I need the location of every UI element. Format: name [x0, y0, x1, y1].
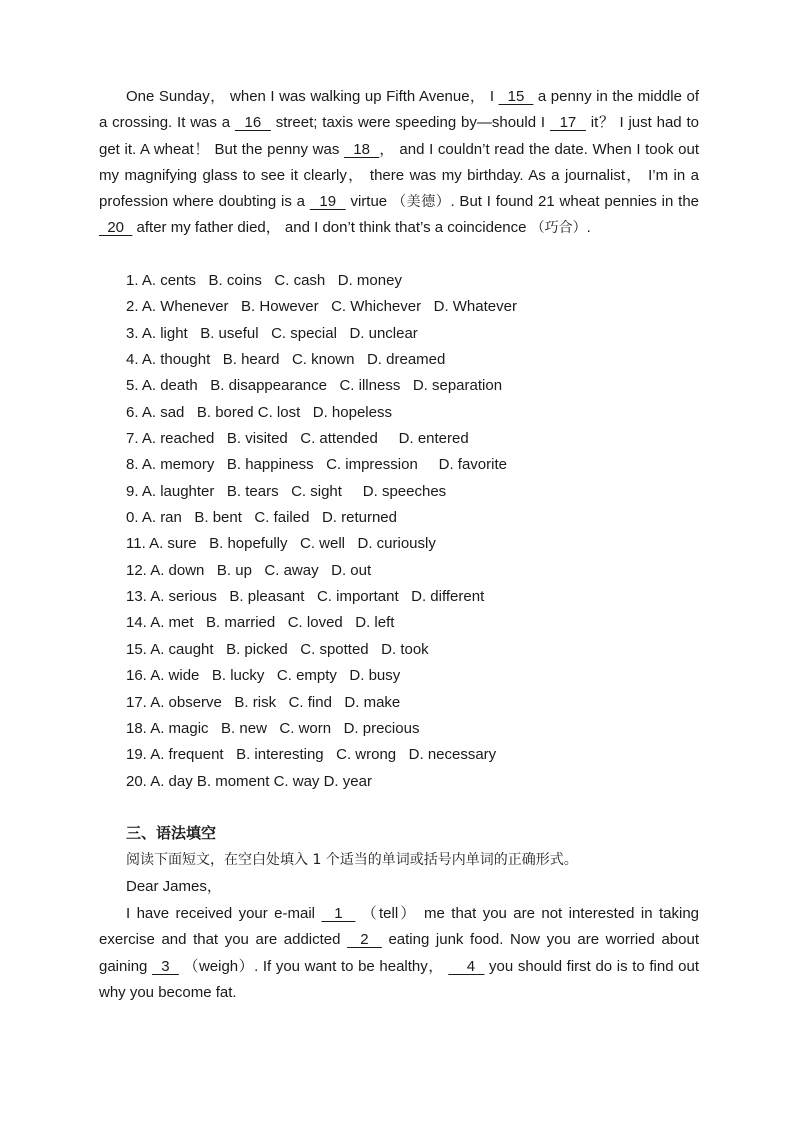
option-row: 6. A. sad B. bored C. lost D. hopeless: [126, 403, 392, 421]
option-row: 5. A. death B. disappearance C. illness D. separation: [126, 377, 503, 395]
blank-2: 2: [347, 931, 382, 949]
blank-17: 17: [549, 114, 586, 132]
passage-text: （weigh）. If you want to be healthy，: [178, 957, 449, 975]
blank-1: 1: [321, 905, 356, 922]
option-row: 12. A. down B. up C. away D. out: [126, 561, 372, 579]
blank-20: 20: [99, 219, 133, 237]
option-row: 1. A. cents B. coins C. cash D. money: [126, 272, 402, 289]
option-row: 15. A. caught B. picked C. spotted D. took: [126, 640, 429, 658]
grammar-fill-paragraph: [99, 901, 699, 1006]
option-row: 14. A. met B. married C. loved D. left: [126, 614, 395, 632]
passage-text: virtue: [345, 193, 392, 211]
passage-text: ， and I couldn’t read the date. When I took out my magnifying glass to see it clearly， there was my birthday. As a journalist， I’m in a profession where doubting is a: [99, 140, 699, 211]
option-row: 0. A. ran B. bent C. failed D. returned: [126, 509, 397, 527]
option-row: 3. A. light B. useful C. special D. unclear: [126, 324, 418, 342]
passage-text: . But I found 21 wheat pennies in the: [450, 193, 700, 211]
option-row: 7. A. reached B. visited C. attended D. entered: [126, 430, 469, 448]
option-row: 13. A. serious B. pleasant C. important D. different: [126, 588, 485, 606]
answer-options-list: [126, 268, 517, 795]
option-row: 9. A. laughter B. tears C. sight D. speeches: [126, 482, 447, 500]
passage-text: eating junk food. Now you are worried about gaining: [99, 931, 699, 975]
passage-text: after my father died， and I don’t think that’s a coincidence: [132, 219, 531, 237]
passage-text: （tell） me that you are not interested in taking exercise and that you are addicted: [99, 905, 700, 949]
passage-text: One Sunday， when I was walking up Fifth Avenue， I: [126, 88, 499, 105]
blank-15: 15: [498, 88, 534, 105]
option-row: 20. A. day B. moment C. way D. year: [126, 772, 372, 790]
blank-16: 16: [234, 114, 271, 132]
chinese-gloss: （美德）: [391, 194, 451, 211]
passage-text: street; taxis were speeding by—should I: [270, 114, 550, 132]
passage-text: a penny in the middle of a crossing. It was a: [99, 88, 699, 132]
section-title: 三、语法填空: [126, 824, 217, 842]
passage-text: .: [586, 219, 591, 237]
option-row: 11. A. sure B. hopefully C. well D. curiously: [126, 535, 436, 553]
blank-4: 4: [448, 957, 485, 975]
passage-text: it？ I just had to get it. A wheat！ But the penny was: [99, 114, 699, 158]
passage-cloze-paragraph: [99, 84, 699, 242]
passage-text: you should first do is to find out why you become fat.: [99, 957, 700, 1001]
section-instruction: 阅读下面短文，在空白处填入 1 个适当的单词或括号内单词的正确形式。: [126, 852, 578, 868]
option-row: 18. A. magic B. new C. worn D. precious: [126, 719, 420, 737]
option-row: 16. A. wide B. lucky C. empty D. busy: [126, 667, 401, 685]
letter-salutation: Dear James，: [126, 878, 222, 895]
option-row: 2. A. Whenever B. However C. Whichever D. Whatever: [126, 298, 517, 316]
chinese-gloss: （巧合）: [530, 220, 587, 237]
option-row: 4. A. thought B. heard C. known D. dreamed: [126, 351, 446, 369]
passage-text: I have received your e-mail: [126, 905, 322, 922]
option-row: 19. A. frequent B. interesting C. wrong D. necessary: [126, 746, 497, 764]
blank-18: 18: [344, 140, 380, 158]
blank-19: 19: [309, 193, 346, 211]
option-row: 8. A. memory B. happiness C. impression D. favorite: [126, 456, 507, 474]
option-row: 17. A. observe B. risk C. find D. make: [126, 693, 401, 711]
blank-3: 3: [152, 957, 179, 975]
